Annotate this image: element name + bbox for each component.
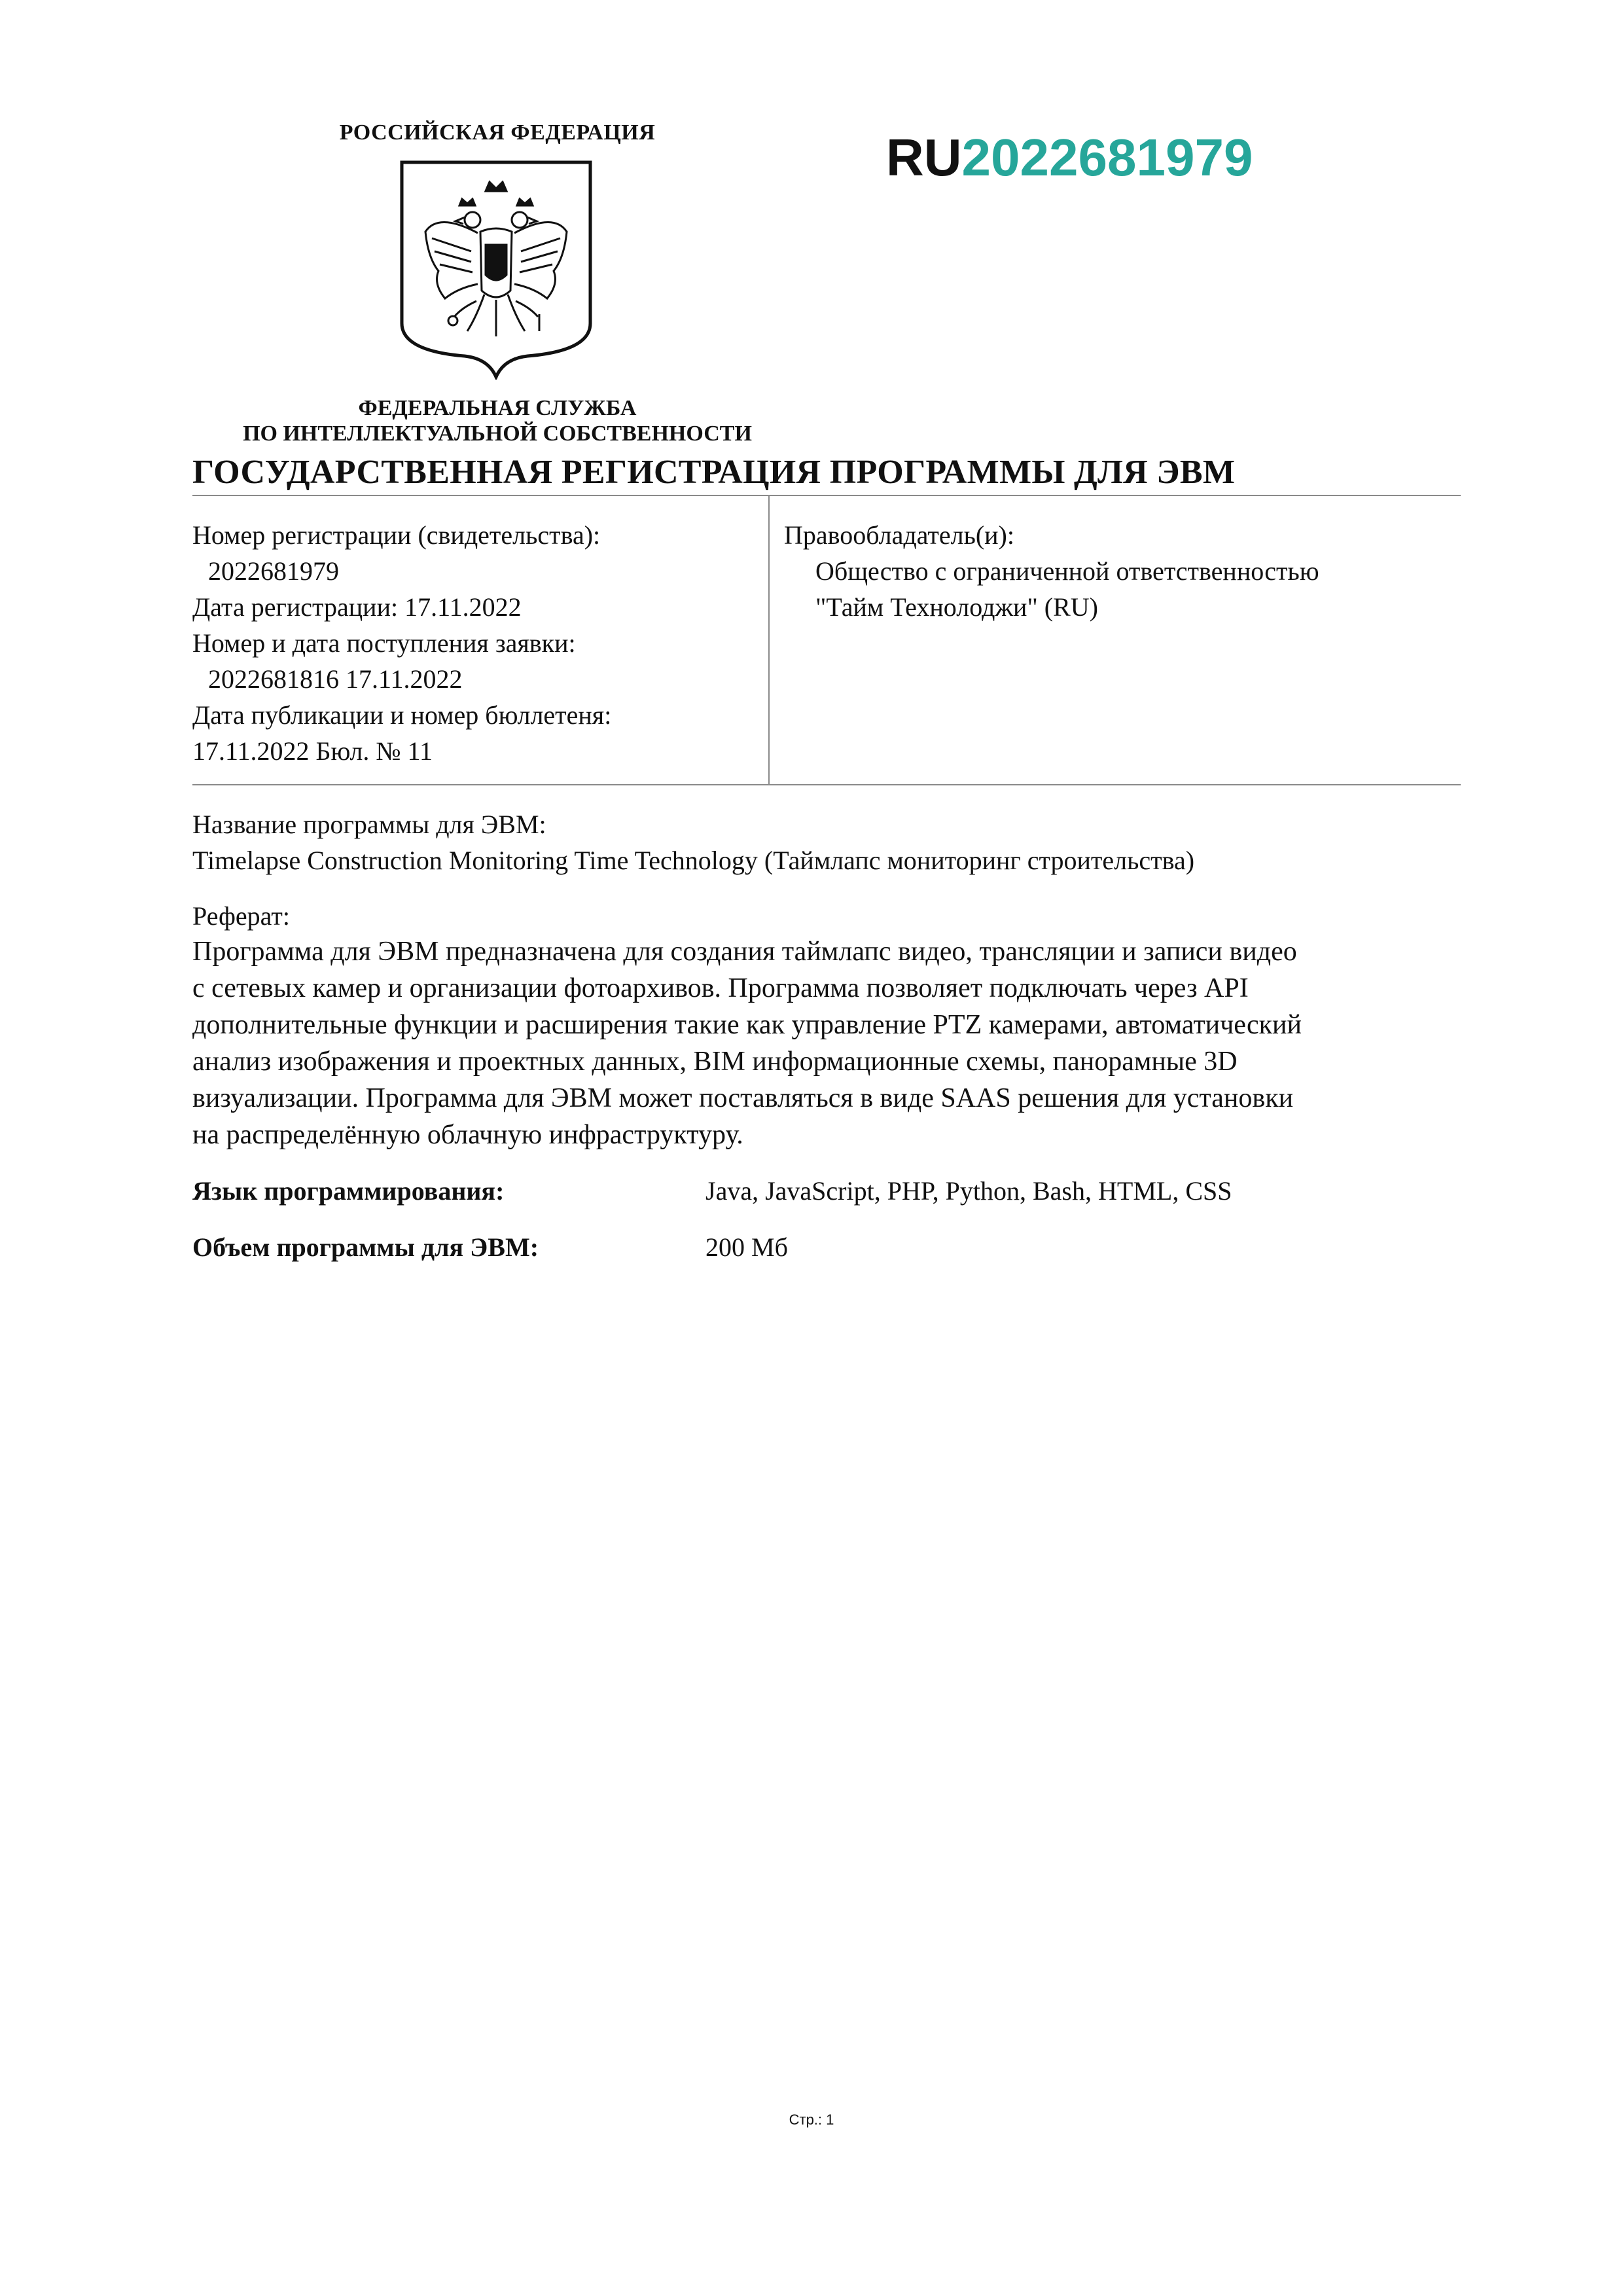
publication-label: Дата публикации и номер бюллетеня: bbox=[192, 700, 612, 730]
publication-value: 17.11.2022 Бюл. № 11 bbox=[192, 736, 433, 766]
country-name: РОССИЙСКАЯ ФЕДЕРАЦИЯ bbox=[339, 120, 656, 145]
size-value: 200 Мб bbox=[705, 1232, 788, 1262]
holder-name-line1: Общество с ограниченной ответственностью bbox=[815, 556, 1319, 586]
abstract-line: с сетевых камер и организации фотоархивов. Программа позволяет подключать через API bbox=[192, 973, 1249, 1003]
program-name-label: Название программы для ЭВМ: bbox=[192, 810, 546, 839]
page-number: Стр.: 1 bbox=[789, 2111, 834, 2128]
document-number bbox=[886, 128, 1253, 187]
reg-date-label: Дата регистрации: bbox=[192, 592, 399, 622]
russian-coat-of-arms-icon bbox=[399, 160, 593, 380]
abstract-line: Программа для ЭВМ предназначена для создания таймлапс видео, трансляции и записи видео bbox=[192, 937, 1297, 967]
application-label: Номер и дата поступления заявки: bbox=[192, 628, 576, 658]
abstract-line: на распределённую облачную инфраструктуру. bbox=[192, 1120, 743, 1150]
abstract-line: визуализации. Программа для ЭВМ может поставляться в виде SAAS решения для установки bbox=[192, 1083, 1294, 1113]
abstract-line: дополнительные функции и расширения такие как управление PTZ камерами, автоматический bbox=[192, 1010, 1302, 1040]
holder-label: Правообладатель(и): bbox=[784, 520, 1014, 550]
divider-vertical bbox=[768, 496, 770, 785]
agency-name-line1: ФЕДЕРАЛЬНАЯ СЛУЖБА bbox=[358, 396, 637, 420]
size-label: Объем программы для ЭВМ: bbox=[192, 1232, 539, 1262]
reg-number-label: Номер регистрации (свидетельства): bbox=[192, 520, 601, 550]
document-number-value: 2022681979 bbox=[961, 128, 1253, 187]
abstract-text bbox=[192, 933, 1469, 1153]
abstract-label: Реферат: bbox=[192, 901, 290, 931]
language-value: Java, JavaScript, PHP, Python, Bash, HTML, CSS bbox=[705, 1176, 1232, 1206]
holder-name-line2: "Тайм Технолоджи" (RU) bbox=[815, 592, 1098, 622]
agency-name-line2: ПО ИНТЕЛЛЕКТУАЛЬНОЙ СОБСТВЕННОСТИ bbox=[243, 422, 752, 446]
abstract-line: анализ изображения и проектных данных, BIM информационные схемы, панорамные 3D bbox=[192, 1047, 1238, 1077]
document-number-prefix: RU bbox=[886, 128, 962, 187]
divider-bottom bbox=[192, 784, 1461, 785]
reg-date-row bbox=[192, 589, 522, 625]
document-title: ГОСУДАРСТВЕННАЯ РЕГИСТРАЦИЯ ПРОГРАММЫ ДЛЯ ЭВМ bbox=[192, 454, 1236, 491]
divider-top bbox=[192, 495, 1461, 496]
language-label: Язык программирования: bbox=[192, 1176, 505, 1206]
reg-number-value: 2022681979 bbox=[208, 556, 339, 586]
reg-date-value: 17.11.2022 bbox=[404, 592, 522, 622]
application-value: 2022681816 17.11.2022 bbox=[208, 664, 463, 694]
program-name: Timelapse Construction Monitoring Time Technology (Таймлапс мониторинг строительства) bbox=[192, 846, 1195, 875]
